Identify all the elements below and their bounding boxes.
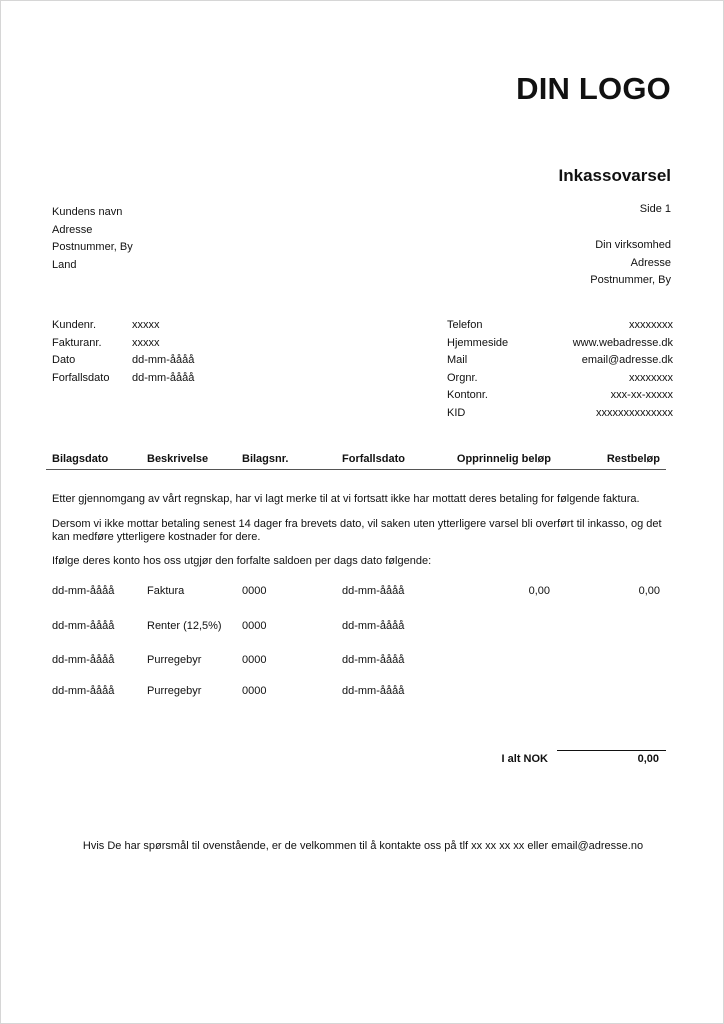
line-items-header <box>46 453 666 470</box>
contact-row <box>447 354 673 372</box>
document-title: Inkassovarsel <box>558 166 671 185</box>
row-description: Renter (12,5%) <box>147 620 222 632</box>
customer-name: Kundens navn <box>52 206 123 218</box>
meta-label: Fakturanr. <box>52 336 102 349</box>
contact-row <box>447 337 673 355</box>
row-description: Faktura <box>147 585 185 597</box>
table-row <box>1 620 724 634</box>
row-date: dd-mm-åååå <box>52 685 115 697</box>
contact-label: Hjemmeside <box>447 336 509 349</box>
footer-contact-note: Hvis De har spørsmål til ovenstående, er de velkommen til å kontakte oss på tlf xx xx xx xx eller email@adresse.no <box>82 840 644 852</box>
intro-paragraph: Etter gjennomgang av vårt regnskap, har vi lagt merke til at vi fortsatt ikke har mottatt deres betaling for følgende faktura. <box>52 493 640 505</box>
row-voucher-number: 0000 <box>242 654 267 666</box>
customer-country: Land <box>52 258 77 271</box>
meta-value: xxxxx <box>132 336 160 349</box>
contact-row <box>447 389 673 407</box>
row-voucher-number: 0000 <box>242 685 267 697</box>
row-due-date: dd-mm-åååå <box>342 620 405 632</box>
meta-row <box>52 319 194 337</box>
column-header-restbelop: Restbeløp <box>606 453 660 465</box>
table-row <box>1 654 724 668</box>
row-date: dd-mm-åååå <box>52 654 115 666</box>
contact-label: Telefon <box>447 319 483 331</box>
meta-value: dd-mm-åååå <box>132 354 195 366</box>
warning-paragraph: Dersom vi ikke mottar betaling senest 14 dager fra brevets dato, vil saken uten ytterligere varsel bli overført til inkasso, og det kan medføre ytterligere kostnader for dere. <box>52 518 662 543</box>
meta-row <box>52 372 194 390</box>
company-postal: Postnummer, By <box>590 274 671 286</box>
meta-label: Kundenr. <box>52 319 97 331</box>
contact-row <box>447 407 673 425</box>
meta-row <box>52 337 194 355</box>
contact-value: xxxxxxxxxxxxxx <box>596 406 673 419</box>
column-header-bilagsdato: Bilagsdato <box>52 453 109 465</box>
contact-row <box>447 372 673 390</box>
company-address-block <box>590 237 671 290</box>
column-header-bilagsnr: Bilagsnr. <box>242 453 289 465</box>
company-contact-table <box>447 319 673 424</box>
meta-value: dd-mm-åååå <box>132 371 195 384</box>
meta-row <box>52 354 194 372</box>
contact-label: Kontonr. <box>447 389 488 401</box>
table-row <box>1 685 724 699</box>
total-label: I alt NOK <box>501 753 548 765</box>
customer-address: Adresse <box>52 223 93 236</box>
total-amount: 0,00 <box>637 753 659 765</box>
contact-value: xxx-xx-xxxxx <box>610 389 673 401</box>
contact-label: Mail <box>447 354 468 366</box>
column-header-beskrivelse: Beskrivelse <box>147 453 209 465</box>
contact-value: www.webadresse.dk <box>572 336 673 349</box>
row-date: dd-mm-åååå <box>52 585 115 597</box>
contact-value: email@adresse.dk <box>581 354 673 366</box>
row-voucher-number: 0000 <box>242 585 267 597</box>
row-original-amount: 0,00 <box>528 585 550 597</box>
total-divider <box>557 750 666 751</box>
meta-value: xxxxx <box>132 319 160 331</box>
page-number: Side 1 <box>639 203 671 215</box>
meta-label: Forfallsdato <box>52 371 110 384</box>
column-header-opprinnelig-belop: Opprinnelig beløp <box>456 453 551 465</box>
row-due-date: dd-mm-åååå <box>342 685 405 697</box>
company-logo: DIN LOGO <box>516 71 671 106</box>
company-name: Din virksomhed <box>595 239 671 251</box>
meta-label: Dato <box>52 354 76 366</box>
contact-row <box>447 319 673 337</box>
row-remaining-amount: 0,00 <box>638 585 660 597</box>
row-voucher-number: 0000 <box>242 620 267 632</box>
row-description: Purregebyr <box>147 685 202 697</box>
contact-value: xxxxxxxx <box>629 319 673 331</box>
customer-postal: Postnummer, By <box>52 241 133 253</box>
invoice-meta-table <box>52 319 194 389</box>
company-address: Adresse <box>630 256 671 269</box>
balance-intro-paragraph: Ifølge deres konto hos oss utgjør den forfalte saldoen per dags dato følgende: <box>52 555 432 567</box>
row-date: dd-mm-åååå <box>52 620 115 632</box>
table-row <box>1 585 724 599</box>
column-header-forfallsdato: Forfallsdato <box>342 453 405 465</box>
contact-label: KID <box>447 406 466 419</box>
row-due-date: dd-mm-åååå <box>342 585 405 597</box>
customer-address-block <box>52 204 133 274</box>
row-due-date: dd-mm-åååå <box>342 654 405 666</box>
row-description: Purregebyr <box>147 654 202 666</box>
contact-value: xxxxxxxx <box>629 371 673 384</box>
contact-label: Orgnr. <box>447 371 478 384</box>
